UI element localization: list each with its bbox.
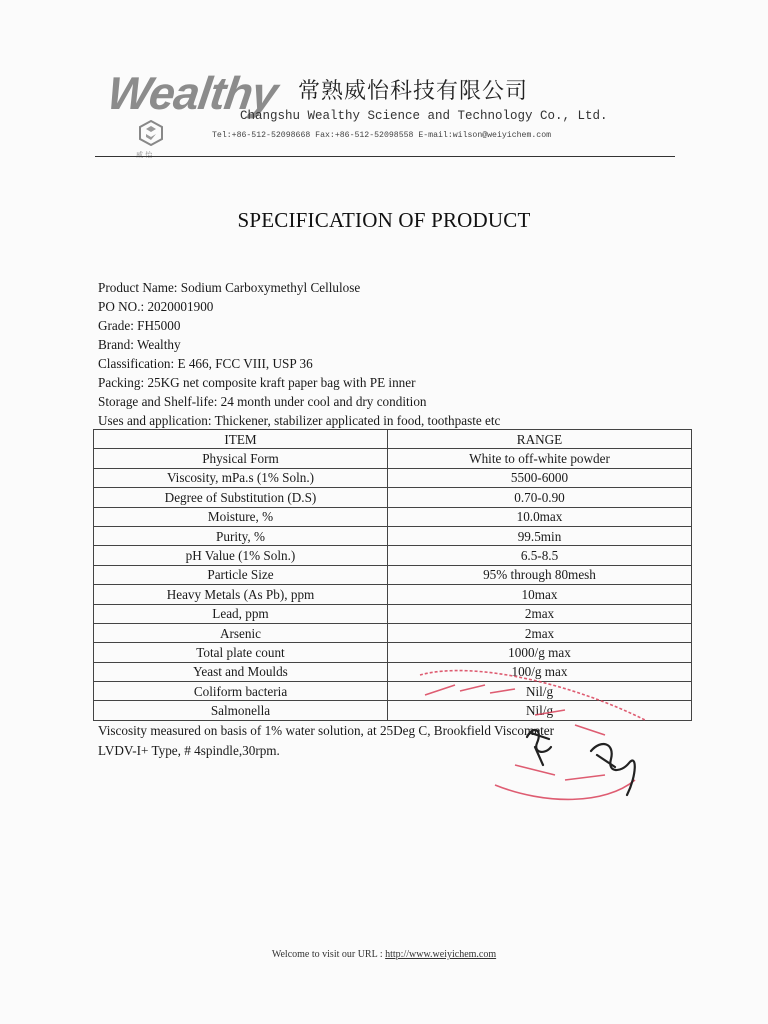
table-row bbox=[94, 546, 692, 565]
row-range: 100/g max bbox=[388, 662, 692, 681]
footer-url-link[interactable]: http://www.weiyichem.com bbox=[385, 949, 497, 960]
note-line-1: Viscosity measured on basis of 1% water solution, at 25Deg C, Brookfield Viscometer bbox=[98, 723, 554, 738]
info-packing: Packing: 25KG net composite kraft paper bag with PE inner bbox=[98, 375, 416, 390]
company-name-chinese: 常熟威怡科技有限公司 bbox=[298, 79, 529, 104]
row-item: Lead, ppm bbox=[94, 604, 388, 623]
row-item: Yeast and Moulds bbox=[94, 662, 388, 681]
row-item: Total plate count bbox=[94, 643, 388, 662]
row-range: 99.5min bbox=[388, 526, 692, 545]
row-range: 10.0max bbox=[388, 507, 692, 526]
row-range: Nil/g bbox=[388, 701, 692, 720]
info-classification: Classification: E 466, FCC VIII, USP 36 bbox=[98, 356, 313, 371]
row-range: White to off-white powder bbox=[388, 449, 692, 468]
row-item: Purity, % bbox=[94, 526, 388, 545]
row-item: pH Value (1% Soln.) bbox=[94, 546, 388, 565]
company-logo: Wealthy bbox=[104, 67, 281, 119]
row-range: 2max bbox=[388, 604, 692, 623]
row-item: Viscosity, mPa.s (1% Soln.) bbox=[94, 468, 388, 487]
header-divider bbox=[95, 156, 675, 157]
table-row bbox=[94, 585, 692, 604]
row-range: 2max bbox=[388, 623, 692, 642]
row-item: Moisture, % bbox=[94, 507, 388, 526]
row-item: Salmonella bbox=[94, 701, 388, 720]
row-item: Particle Size bbox=[94, 565, 388, 584]
document-title: SPECIFICATION OF PRODUCT bbox=[237, 208, 531, 232]
row-range: 6.5-8.5 bbox=[388, 546, 692, 565]
info-grade: Grade: FH5000 bbox=[98, 318, 181, 333]
footer bbox=[0, 949, 768, 960]
company-seal-signature-icon bbox=[415, 655, 655, 815]
table-row bbox=[94, 526, 692, 545]
table-row bbox=[94, 468, 692, 487]
table-row bbox=[94, 565, 692, 584]
info-po-number: PO NO.: 2020001900 bbox=[98, 299, 214, 314]
header-item: ITEM bbox=[94, 430, 388, 449]
company-name-english: Changshu Wealthy Science and Technology Co., Ltd. bbox=[240, 109, 608, 123]
row-range: 10max bbox=[388, 585, 692, 604]
company-emblem-icon bbox=[138, 120, 164, 146]
table-row bbox=[94, 604, 692, 623]
info-brand: Brand: Wealthy bbox=[98, 337, 181, 352]
row-item: Physical Form bbox=[94, 449, 388, 468]
info-storage: Storage and Shelf-life: 24 month under cool and dry condition bbox=[98, 394, 427, 409]
row-item: Arsenic bbox=[94, 623, 388, 642]
table-row bbox=[94, 623, 692, 642]
row-item: Coliform bacteria bbox=[94, 682, 388, 701]
row-item: Heavy Metals (As Pb), ppm bbox=[94, 585, 388, 604]
row-range: Nil/g bbox=[388, 682, 692, 701]
footer-label: Welcome to visit our URL : bbox=[271, 949, 383, 960]
table-header-row bbox=[94, 430, 692, 449]
info-uses: Uses and application: Thickener, stabilizer applicated in food, toothpaste etc bbox=[98, 413, 501, 428]
product-info bbox=[98, 278, 500, 430]
row-item: Degree of Substitution (D.S) bbox=[94, 488, 388, 507]
table-row bbox=[94, 488, 692, 507]
contact-line: Tel:+86-512-52098668 Fax:+86-512-52098558 E-mail:wilson@weiyichem.com bbox=[212, 131, 552, 140]
row-range: 95% through 80mesh bbox=[388, 565, 692, 584]
row-range: 5500-6000 bbox=[388, 468, 692, 487]
table-row bbox=[94, 507, 692, 526]
row-range: 1000/g max bbox=[388, 643, 692, 662]
table-row bbox=[94, 449, 692, 468]
row-range: 0.70-0.90 bbox=[388, 488, 692, 507]
note-line-2: LVDV-I+ Type, # 4spindle,30rpm. bbox=[98, 743, 280, 758]
header-range: RANGE bbox=[388, 430, 692, 449]
logo-subtitle: 威 怡 bbox=[136, 151, 153, 159]
info-product-name: Product Name: Sodium Carboxymethyl Cellulose bbox=[98, 280, 361, 295]
